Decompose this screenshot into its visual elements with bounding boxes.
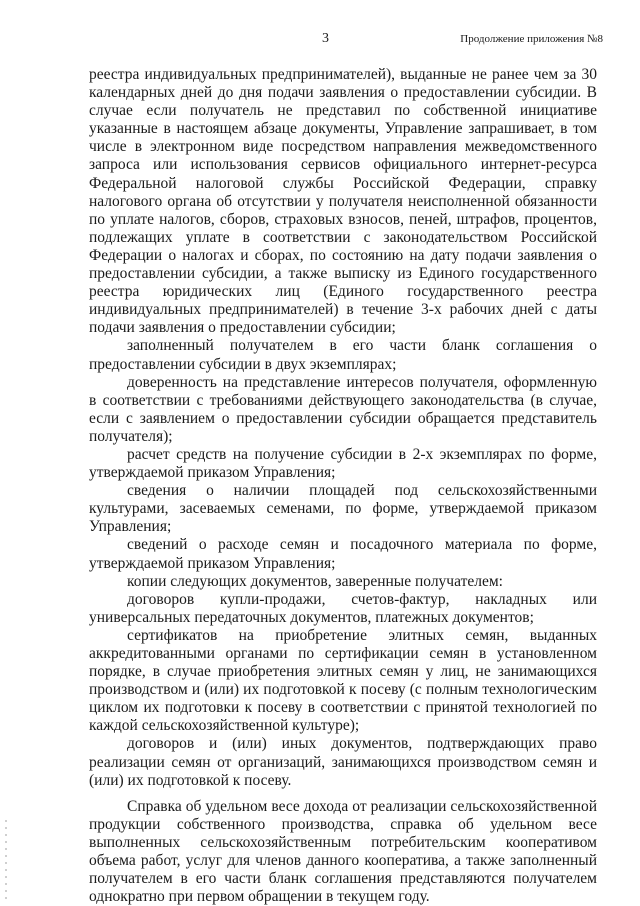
paragraph-document-copies: копии следующих документов, заверенные получателем:: [127, 572, 503, 590]
paragraph-power-of-attorney: доверенность на представление интересов получателя, оформленную в соответствии с требованиями действующего законодательства (в случае, если с заявлением о предоставлении субсидии обращается представитель получателя);: [89, 373, 597, 445]
paragraph-crop-areas: сведения о наличии площадей под сельскохозяйственными культурами, засеваемых семенами, по форме, утверждаемой приказом Управления;: [89, 482, 597, 536]
paragraph-right-confirmation: договоров и (или) иных документов, подтверждающих право реализации семян от организаций, занимающихся производством семян и (или) их подготовкой к посеву.: [89, 735, 597, 789]
paragraph-seed-consumption: сведений о расходе семян и посадочного материала по форме, утверждаемой приказом Управления;: [89, 536, 597, 572]
scan-margin-marks: [5, 820, 7, 900]
page-number: 3: [322, 31, 329, 46]
appendix-label: Продолжение приложения №8: [460, 33, 603, 45]
paragraph-registry-continuation: реестра индивидуальных предпринимателей), выданные не ранее чем за 30 календарных дней до дня подачи заявления о предоставлении субсидии. В случае если получатель не представил по собственной инициативе указанные в настоящем абзаце документы, Управление запрашивает, в том числе в электронном виде посредством направления межведомственного запроса или использования сервисов официального интернет-ресурса Федеральной налоговой службы Российской Федерации, справку налогового органа об отсутствии у получателя неисполненной обязанности по уплате налогов, сборов, страховых взносов, пеней, штрафов, процентов, подлежащих уплате в соответствии с законодательством Российской Федерации о налогах и сборах, по состоянию на дату подачи заявления о предоставлении субсидии, а также выписку из Единого государственного реестра юридических лиц (Единого государственного реестра индивидуальных предпринимателей) в течение 3-х рабочих дней с даты подачи заявления о предоставлении субсидии;: [89, 66, 597, 337]
paragraph-agreement-form: заполненный получателем в его части бланк соглашения о предоставлении субсидии в двух экземплярах;: [89, 337, 597, 373]
paragraph-certificates: сертификатов на приобретение элитных семян, выданных аккредитованными органами по сертификации семян в установленном порядке, в случае приобретения элитных семян у лиц, не занимающихся производством и (или) их подготовкой к посеву (с полным технологическим циклом их подготовки к посеву в соответствии с принятой технологией по каждой сельскохозяйственной культуре);: [89, 626, 597, 735]
paragraph-subsidy-calculation: расчет средств на получение субсидии в 2-х экземплярах по форме, утверждаемой приказом Управления;: [89, 445, 597, 482]
document-body: [89, 66, 597, 906]
paragraph-income-share: Справка об удельном весе дохода от реализации сельскохозяйственной продукции собственного производства, справка об удельном весе выполненных сельскохозяйственным потребительским кооперативом объема работ, услуг для членов данного кооператива, а также заполненный получателем в его части бланк соглашения представляются получателем однократно при первом обращении в текущем году.: [89, 797, 597, 906]
paragraph-sale-contracts: договоров купли-продажи, счетов-фактур, накладных или универсальных передаточных документов, платежных документов;: [89, 590, 597, 626]
